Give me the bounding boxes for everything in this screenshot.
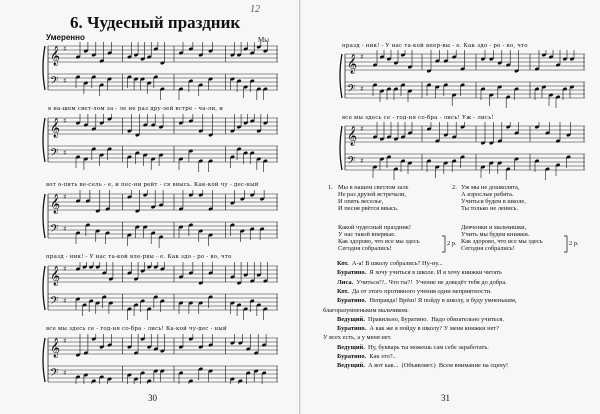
- svg-text:♯: ♯: [63, 149, 67, 157]
- music-system-6: [337, 50, 587, 110]
- svg-text:♯: ♯: [63, 297, 67, 305]
- repeat-mark-1: 2 р.: [447, 240, 457, 247]
- dialogue-line: [337, 344, 489, 351]
- svg-text:𝄞: 𝄞: [50, 46, 61, 66]
- svg-text:♯: ♯: [63, 225, 67, 233]
- speech-text: Правильно, Буратино. Надо обязательно учиться.: [368, 315, 504, 323]
- lyric-line: празд - ник! - У нас та-кой вле-рвы - е. Как здо - ро - во, что: [46, 254, 232, 260]
- refrain-line: Девчонки и мальчишки,: [461, 224, 527, 231]
- dialogue-line: [337, 288, 492, 295]
- speaker-name: Ведущий.: [337, 343, 368, 351]
- lyric-line: в на-шем свет-лом за - ле не раз дру-зей встре - ча-ли, и: [48, 106, 224, 112]
- right-page: [301, 0, 600, 414]
- handwritten-mark: 12: [250, 4, 260, 15]
- svg-text:♯: ♯: [360, 125, 364, 133]
- verse-number-1: 1.: [328, 184, 333, 191]
- svg-text:𝄞: 𝄞: [50, 194, 61, 214]
- dialogue-line: [337, 269, 502, 276]
- lyric-line: все мы здесь се - год-ня со-бра - лись! Ка-кой чу-дес - ный: [46, 326, 227, 332]
- svg-text:♯: ♯: [360, 157, 364, 165]
- speaker-name: Ведущий.: [337, 315, 368, 323]
- svg-text:𝄞: 𝄞: [50, 118, 61, 138]
- speech-text: Да от этого противного учения одни неприятности.: [351, 287, 492, 295]
- svg-text:𝄢: 𝄢: [50, 147, 59, 162]
- speech-text: Как это?..: [369, 353, 396, 360]
- refrain-line: Какой чудесный праздник!: [338, 224, 412, 231]
- dialogue-line: [337, 297, 516, 304]
- page-number: 30: [148, 393, 157, 403]
- refrain-line: Учить мы будем книжки.: [461, 231, 530, 238]
- speech-text: Неправда! Врёш! Я пойду в школу, я буду умненьким,: [369, 297, 517, 305]
- speech-text: А-а! В школу собрались? Ну-ну...: [351, 260, 443, 267]
- lyric-line: все мы здесь се - год-ня со-бра - лись! Уж - лись!: [342, 115, 494, 121]
- first-lyric-word: Мы: [258, 36, 269, 44]
- verse-line: Мы в нашем светлом зале: [338, 184, 409, 191]
- speaker-name: Лиса.: [337, 278, 357, 286]
- verse-line: Не раз друзей встречали,: [338, 191, 407, 198]
- svg-text:♯: ♯: [63, 45, 67, 53]
- speech-text: А вот как... (Объявляет.) Всем внимание на сцену!: [368, 362, 509, 370]
- page-number: 31: [441, 393, 450, 403]
- refrain-line: Сегодня собрались!: [338, 245, 392, 252]
- dialogue-line: [323, 307, 409, 314]
- svg-text:𝄢: 𝄢: [50, 223, 59, 238]
- verse-line: Учиться будем в школе,: [461, 198, 526, 205]
- verse-line: Ты только не ленись.: [461, 205, 519, 212]
- svg-text:♯: ♯: [63, 265, 67, 273]
- music-system-7: [337, 122, 587, 180]
- speaker-name: Буратино.: [337, 297, 370, 305]
- repeat-mark-2: 2 р.: [569, 240, 579, 247]
- refrain-line: Как здорово, что все мы здесь: [461, 238, 543, 245]
- speech-text: Я хочу учиться в школе. И я хочу книжки читать: [369, 269, 502, 277]
- left-page: [0, 0, 299, 414]
- svg-text:♯: ♯: [63, 193, 67, 201]
- speaker-name: Кот.: [337, 287, 352, 295]
- verse-line: И песня рвётся ввысь.: [338, 205, 399, 212]
- speech-text: Учиться!?.. Что ты?! Учение не доведёт тебя до добра.: [356, 278, 507, 286]
- speech-text: У всех есть, а у меня нет.: [323, 334, 392, 342]
- svg-text:𝄢: 𝄢: [50, 295, 59, 310]
- verse-line: Уж мы не дошколята,: [461, 184, 520, 191]
- song-title: 6. Чудесный праздник: [70, 13, 241, 32]
- svg-text:𝄞: 𝄞: [50, 266, 61, 286]
- music-system-3: [40, 190, 280, 252]
- speaker-name: Буратино.: [337, 325, 370, 333]
- svg-text:𝄢: 𝄢: [347, 155, 356, 170]
- speech-text: Ну, букварь ты можешь сам себе заработать.: [368, 343, 489, 351]
- speaker-name: Буратино.: [337, 353, 370, 360]
- svg-text:𝄢: 𝄢: [50, 75, 59, 90]
- svg-text:♯: ♯: [63, 369, 67, 377]
- refrain-line: Как здорово, что все мы здесь: [338, 238, 420, 245]
- lyric-line: вот о-пять ве-сель - е, и пес-ни рейт - ся ввысь. Как-кой чу - дес-ный: [46, 182, 259, 188]
- dialogue-line: [323, 334, 392, 341]
- speaker-name: Кот.: [337, 260, 352, 267]
- refrain-line: Сегодня собрались!: [461, 245, 515, 252]
- speaker-name: Ведущий.: [337, 362, 368, 370]
- verse-line: И опять веселье,: [338, 198, 384, 205]
- dialogue-line: [337, 325, 499, 332]
- svg-text:♯: ♯: [63, 77, 67, 85]
- svg-text:𝄞: 𝄞: [347, 126, 358, 146]
- svg-text:𝄢: 𝄢: [50, 367, 59, 382]
- speaker-name: Буратино.: [337, 269, 370, 277]
- dialogue-line: [337, 279, 507, 286]
- svg-text:𝄢: 𝄢: [347, 83, 356, 98]
- tempo-marking: Умеренно: [46, 33, 85, 42]
- refrain-line: У нас такой впервые.: [338, 231, 396, 238]
- svg-text:♯: ♯: [63, 117, 67, 125]
- dialogue-line: [337, 316, 504, 323]
- dialogue-line: [337, 260, 443, 267]
- speech-text: благоразумненьким мальчиком.: [323, 306, 409, 314]
- music-system-1: [40, 42, 280, 104]
- verse-number-2: 2.: [452, 184, 457, 191]
- music-system-2: [40, 114, 280, 176]
- speech-text: А как же я пойду в школу? У меня книжки нет?: [369, 325, 500, 333]
- music-system-4: [40, 262, 280, 324]
- svg-text:𝄞: 𝄞: [347, 54, 358, 74]
- svg-text:♯: ♯: [63, 337, 67, 345]
- music-system-5: [40, 334, 280, 384]
- svg-text:♯: ♯: [360, 85, 364, 93]
- dialogue-line: [337, 362, 508, 369]
- verse-line: А взрослые ребята.: [461, 191, 514, 198]
- lyric-line: празд - ник! - У нас та-кой впер-вы - е. Как здо - ро - во, что: [342, 43, 528, 49]
- svg-text:♯: ♯: [360, 53, 364, 61]
- svg-text:𝄞: 𝄞: [50, 338, 61, 358]
- dialogue-line: [337, 353, 396, 360]
